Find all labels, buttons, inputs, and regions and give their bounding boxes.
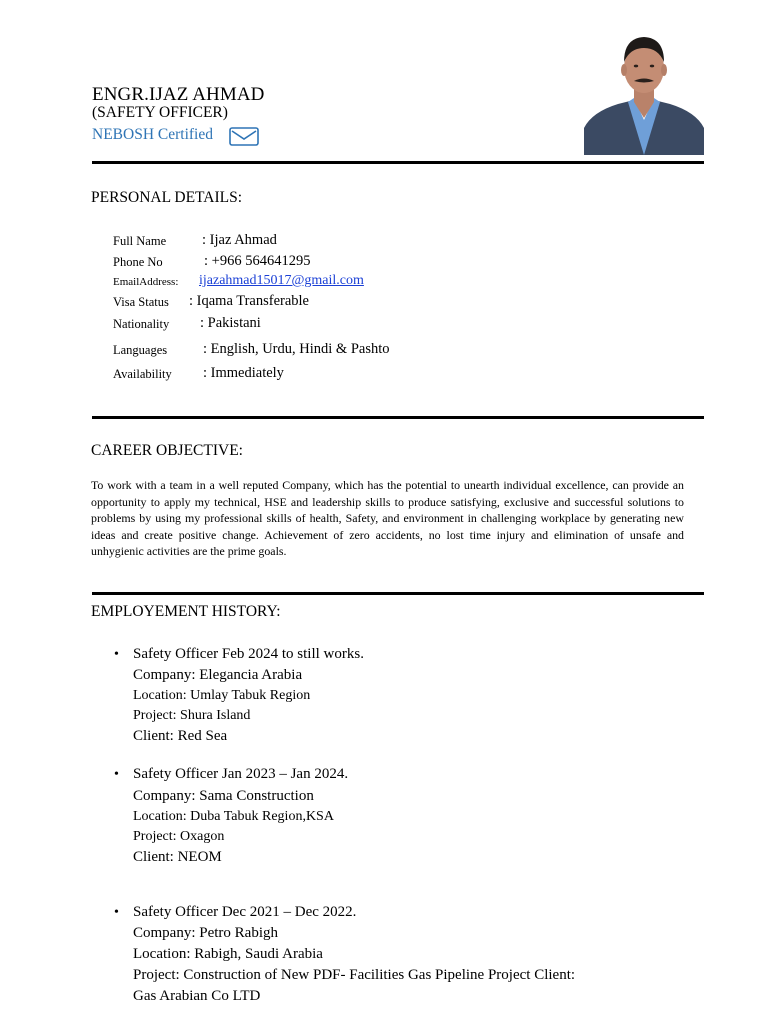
job-company: Company: Sama Construction xyxy=(133,788,314,804)
full-name-label: Full Name xyxy=(113,234,167,248)
header-divider xyxy=(92,161,704,164)
nationality-label: Nationality xyxy=(113,317,170,331)
profile-photo xyxy=(584,24,704,155)
availability-label: Availability xyxy=(113,367,172,381)
objective-divider xyxy=(92,592,704,595)
job-client: Client: Red Sea xyxy=(133,728,228,744)
visa-label: Visa Status xyxy=(113,295,169,309)
visa-value: : Iqama Transferable xyxy=(189,293,309,309)
career-objective-text: To work with a team in a well reputed Company, which has the potential to unearth individual excellence, can provide an opportunity to apply my technical, HSE and leadership skills to produce satisfying, exclusive and successful solutions to problems by using my professional skills of health, Safety, and environment in challenging workplace by generating new ideas and create positive change. Achievement of zero accidents, no lost time injury and elimination of unsafe and unhygienic activities are the prime goals. xyxy=(91,478,684,558)
email-link[interactable]: ijazahmad15017@gmail.com xyxy=(199,273,364,288)
job-company: Company: Elegancia Arabia xyxy=(133,667,303,683)
career-objective-title: CAREER OBJECTIVE: xyxy=(91,442,243,459)
job-location: Location: Duba Tabuk Region,KSA xyxy=(133,809,334,824)
job-project: Project: Construction of New PDF- Facilities Gas Pipeline Project Client: xyxy=(133,967,576,983)
job-position: Safety Officer Jan 2023 – Jan 2024. xyxy=(133,766,349,782)
email-label: EmailAddress: xyxy=(113,276,179,288)
employment-history-title: EMPLOYEMENT HISTORY: xyxy=(91,603,281,620)
job-client: Gas Arabian Co LTD xyxy=(133,988,261,1004)
job-client: Client: NEOM xyxy=(133,849,222,865)
phone-value: : +966 564641295 xyxy=(204,253,311,269)
bullet-icon: • xyxy=(114,647,119,662)
job-location: Location: Rabigh, Saudi Arabia xyxy=(133,946,323,962)
languages-label: Languages xyxy=(113,343,168,357)
job-location: Location: Umlay Tabuk Region xyxy=(133,688,311,703)
languages-value: : English, Urdu, Hindi & Pashto xyxy=(203,341,390,357)
availability-value: : Immediately xyxy=(203,365,284,381)
candidate-name: ENGR.IJAZ AHMAD xyxy=(92,84,265,105)
bullet-icon: • xyxy=(114,905,119,920)
phone-label: Phone No xyxy=(113,255,163,269)
personal-details-title: PERSONAL DETAILS: xyxy=(91,189,243,206)
certification-label: NEBOSH Certified xyxy=(92,126,213,143)
full-name-value: : Ijaz Ahmad xyxy=(202,232,277,248)
candidate-role: (SAFETY OFFICER) xyxy=(92,104,228,121)
envelope-icon[interactable] xyxy=(229,127,259,146)
job-position: Safety Officer Dec 2021 – Dec 2022. xyxy=(133,904,357,920)
job-company: Company: Petro Rabigh xyxy=(133,925,278,941)
job-position: Safety Officer Feb 2024 to still works. xyxy=(133,646,364,662)
nationality-value: : Pakistani xyxy=(200,315,261,331)
job-project: Project: Oxagon xyxy=(133,829,225,844)
personal-divider xyxy=(92,416,704,419)
job-project: Project: Shura Island xyxy=(133,708,251,723)
bullet-icon: • xyxy=(114,767,119,782)
